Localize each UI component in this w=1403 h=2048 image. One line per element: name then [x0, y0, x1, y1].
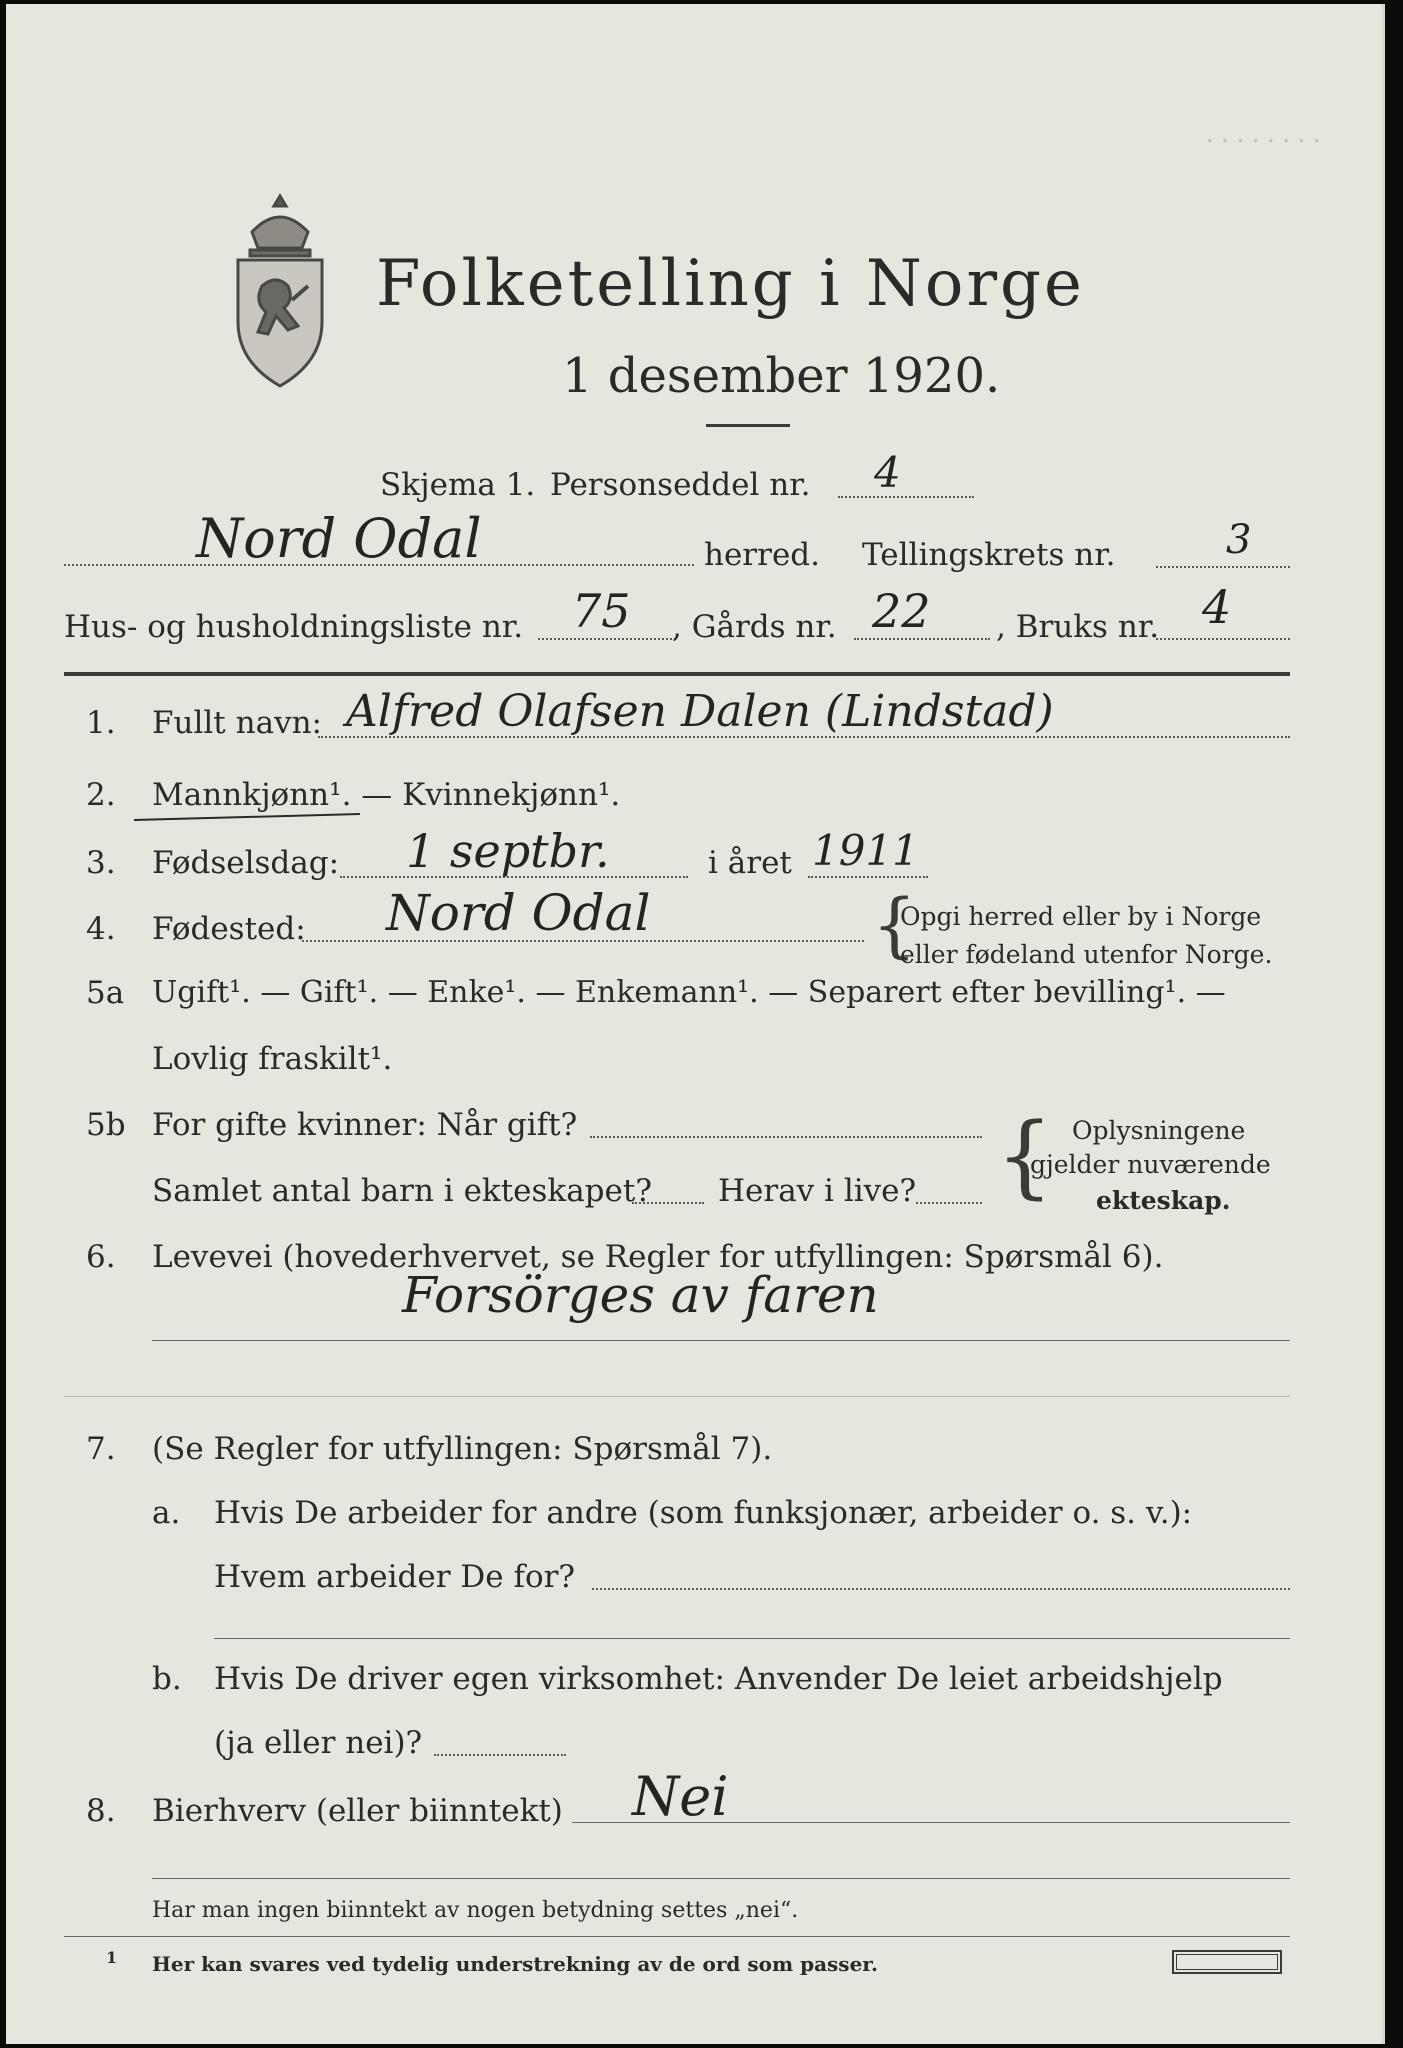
- q7a-line1: Hvis De arbeider for andre (som funksjonær, arbeider o. s. v.):: [214, 1495, 1193, 1531]
- title-divider: [706, 424, 790, 427]
- q4-number: 4.: [86, 911, 116, 947]
- personseddel-value: 4: [874, 448, 901, 497]
- q3-label: Fødselsdag:: [152, 845, 340, 881]
- q5a-line2: Lovlig fraskilt¹.: [152, 1041, 393, 1077]
- footer-divider: [64, 1936, 1290, 1937]
- q8-value: Nei: [632, 1765, 729, 1828]
- q5b-note-line1: Oplysningene: [1072, 1116, 1246, 1145]
- bleed-through-text: . . . . . . . .: [1206, 120, 1321, 148]
- q5b-alive-line: [916, 1202, 982, 1204]
- tellingskrets-value: 3: [1226, 517, 1252, 563]
- q6-answer-line: [152, 1340, 1290, 1341]
- form-title: Folketelling i Norge: [376, 247, 1085, 321]
- q1-number: 1.: [86, 705, 116, 741]
- skjema-label: Skjema 1.: [380, 467, 536, 503]
- q5b-line2b: Herav i live?: [718, 1173, 917, 1209]
- bruks-line: [1156, 638, 1290, 640]
- footer-note: Har man ingen biinntekt av nogen betydning settes „nei“.: [152, 1898, 799, 1923]
- q5b-note-line2: gjelder nuværende: [1030, 1150, 1271, 1179]
- q2-number: 2.: [86, 777, 116, 813]
- q7-label: (Se Regler for utfyllingen: Spørsmål 7).: [152, 1431, 773, 1467]
- q7-number: 7.: [86, 1431, 116, 1467]
- hus-label: Hus- og husholdningsliste nr.: [64, 609, 524, 645]
- q7a-line2: Hvem arbeider De for?: [214, 1559, 576, 1595]
- coat-of-arms-emblem: [222, 190, 338, 390]
- q6-number: 6.: [86, 1239, 116, 1275]
- census-date: 1 desember 1920.: [562, 348, 1001, 404]
- tellingskrets-label: Tellingskrets nr.: [862, 537, 1116, 573]
- q5b-children-line: [632, 1202, 704, 1204]
- q5a-number: 5a: [86, 975, 125, 1011]
- q6-divider: [64, 1396, 1290, 1397]
- q5b-married-line: [590, 1136, 982, 1138]
- hus-line: [538, 638, 676, 640]
- footnote-mark: 1: [106, 1948, 118, 1967]
- census-form-page: [6, 4, 1385, 2044]
- q5b-note-brace: {: [996, 1104, 1054, 1209]
- q4-note-brace: {: [872, 884, 917, 966]
- q5b-number: 5b: [86, 1107, 126, 1143]
- header-divider: [64, 672, 1290, 676]
- q2-underline-mannkjonn: [134, 813, 360, 821]
- q7b-line: [434, 1754, 566, 1756]
- q1-label: Fullt navn:: [152, 705, 322, 741]
- gards-value: 22: [872, 584, 931, 638]
- q7a-answer-line: [214, 1638, 1290, 1639]
- gards-label: , Gårds nr.: [672, 609, 837, 645]
- q7a-line: [592, 1588, 1290, 1590]
- q5b-line1: For gifte kvinner: Når gift?: [152, 1107, 578, 1143]
- q7b-line1: Hvis De driver egen virksomhet: Anvender De leiet arbeidshjelp: [214, 1661, 1223, 1697]
- q6-value: Forsörges av faren: [402, 1266, 879, 1324]
- footnote-text: Her kan svares ved tydelig understrekning av de ord som passer.: [152, 1952, 878, 1976]
- q3-year-value: 1911: [812, 826, 919, 875]
- q8-answer-line: [152, 1878, 1290, 1879]
- herred-label: herred.: [704, 537, 820, 573]
- hus-value: 75: [572, 584, 631, 638]
- q3-year-line: [808, 876, 928, 878]
- q7b-letter: b.: [152, 1661, 182, 1697]
- bruks-label: , Bruks nr.: [996, 609, 1160, 645]
- q7a-letter: a.: [152, 1495, 181, 1531]
- q3-value: 1 septbr.: [406, 824, 610, 878]
- q2-label: Mannkjønn¹. — Kvinnekjønn¹.: [152, 777, 621, 813]
- q3-number: 3.: [86, 845, 116, 881]
- q6-label: Levevei (hovederhvervet, se Regler for utfyllingen: Spørsmål 6).: [152, 1239, 1164, 1275]
- q1-value: Alfred Olafsen Dalen (Lindstad): [346, 686, 1054, 737]
- tellingskrets-line: [1156, 566, 1290, 568]
- gards-line: [854, 638, 990, 640]
- q7b-line2: (ja eller nei)?: [214, 1725, 423, 1761]
- q4-value: Nord Odal: [386, 884, 651, 942]
- personseddel-line: [838, 496, 974, 498]
- q4-note-line1: Opgi herred eller by i Norge: [900, 902, 1262, 931]
- q4-label: Fødested:: [152, 911, 306, 947]
- q8-label: Bierhverv (eller biinntekt): [152, 1793, 563, 1829]
- q5b-line2: Samlet antal barn i ekteskapet?: [152, 1173, 652, 1209]
- q4-note-line2: eller fødeland utenfor Norge.: [900, 940, 1273, 969]
- printer-stamp: [1172, 1950, 1282, 1974]
- q3-year-label: i året: [708, 845, 792, 881]
- q8-number: 8.: [86, 1793, 116, 1829]
- q5b-note-line3: ekteskap.: [1096, 1186, 1231, 1215]
- personseddel-label: Personseddel nr.: [550, 467, 811, 503]
- herred-value: Nord Odal: [196, 507, 482, 570]
- q5a-line1: Ugift¹. — Gift¹. — Enke¹. — Enkemann¹. — Separert efter bevilling¹. —: [152, 975, 1226, 1010]
- bruks-value: 4: [1202, 580, 1232, 634]
